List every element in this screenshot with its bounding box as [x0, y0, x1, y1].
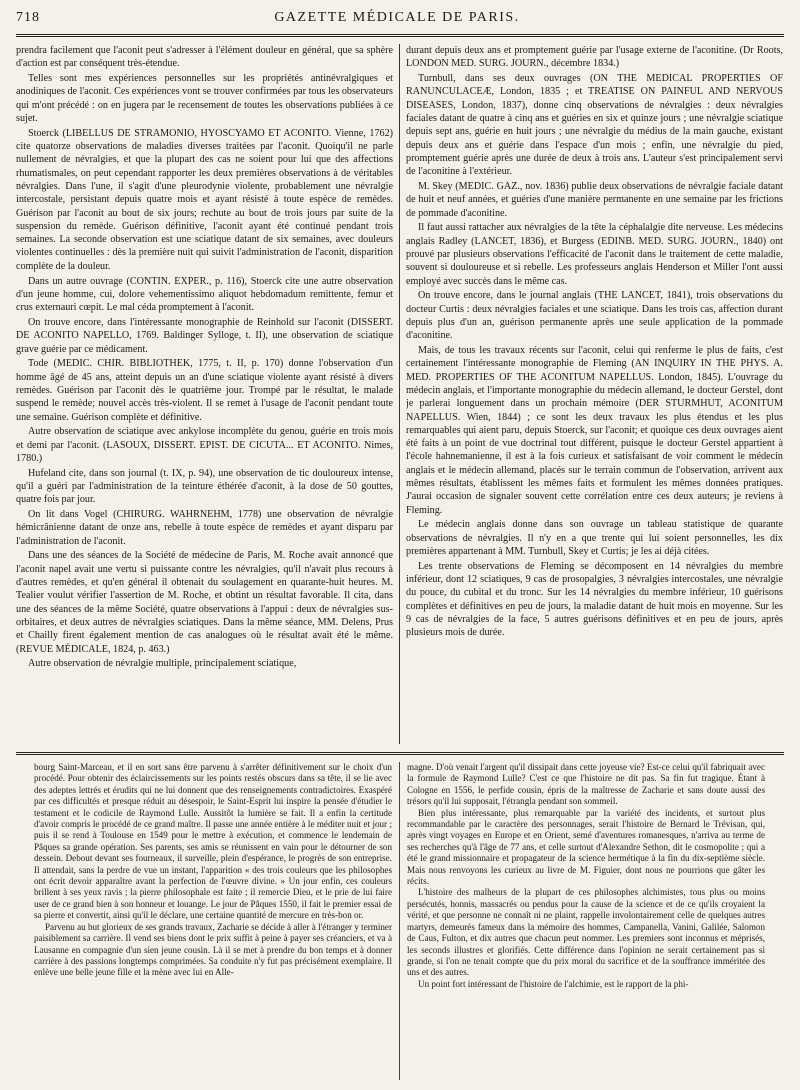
- right-column: [406, 44, 783, 744]
- column-divider: [399, 44, 400, 744]
- paragraph: M. Skey (MEDIC. GAZ., nov. 1836) publie deux observations de névralgie faciale datant de huit et neuf années, et guéries d'une manière permanente en une semaine par les frictions de pommade d'aconitine.: [406, 180, 783, 219]
- feuilleton-right-column: [407, 762, 765, 1080]
- feuilleton: [34, 762, 766, 1080]
- paragraph: durant depuis deux ans et promptement guérie par l'usage externe de l'aconitine. (Dr Roots, LONDON MED. SURG. JOURN., décembre 1834.): [406, 45, 783, 70]
- paragraph: L'histoire des malheurs de la plupart de ces philosophes alchimistes, tous plus ou moins persécutés, honnis, massacrés ou pendus pour la cause de la science et de ce qu'ils croyaient la vérité, et que personne ne connaît ni ne plaint, rappelle involontairement celle de quelques autres martyrs, demeurés fameux dans la mémoire des hommes, Campanella, Vanini, Galilée, Salomon de Caus, Fulton, et dix autres que chacun peut nommer. Les premiers sont inconnus et méprisés, les seconds illustres et glorifiés. Cette différence dans l'opinion ne serait certainement pas si grande, si l'on ne tenait compte que du prix moral du sacrifice et de la souffrance imméritée des uns et des autres.: [407, 887, 765, 978]
- paragraph: Bien plus intéressante, plus remarquable par la variété des incidents, et surtout plus recommandable par le caractère des personnages, serait l'histoire de Bernard le Trévisan, qui, après vingt voyages en Europe et en Orient, semé d'aventures romanesques, n'arriva au terme de ses recherches qu'à l'âge de 77 ans, et celle surtout d'Alexandre Sethon, dit le cosmopolite ; qui a été le grand missionnaire et propagateur de la science hermétique à la fin du dix-septième siècle. Mais nous renvoyons les curieux au livre de M. Figuier, dont nous ne pourrions que gâter les récits.: [407, 807, 765, 887]
- main-article: [16, 44, 784, 744]
- paragraph: Le médecin anglais donne dans son ouvrage un tableau statistique de quarante observations de névralgies. Il n'y en a que trente qui lui soient personnelles, les dix premières appartenant à MM. Turnbull, Skey et Curtis; je les ai déjà citées.: [406, 519, 783, 557]
- paragraph: Dans une des séances de la Société de médecine de Paris, M. Roche avait annoncé que l'aconit napel avait une vertu si puissante contre les névralgies, qu'il n'avait plus recours à d'autres remèdes, et qu'en général il obtenait du soulagement en quarante-huit heures. M. Tealier voulut vérifier l'assertion de M. Roche, et obtint un résultat favorable. Il cita, dans une des séances de la même Société, quatre observations à l'appui : deux de névralgies sus-orbitaires, et deux autres de névralgies sciatiques. Dans la même séance, MM. Delens, Prus et Chailly firent également mention de cas analogues où le résultat avait été le même. (REVUE MÉDICALE, 1824, p. 463.): [16, 550, 393, 655]
- paragraph: Un point fort intéressant de l'histoire de l'alchimie, est le rapport de la phi-: [418, 978, 689, 989]
- paragraph: bourg Saint-Marceau, et il en sort sans être parvenu à s'arrêter définitivement sur le choix d'un procédé. Pour obtenir des éclaircissements sur les points restés obscurs dans sa tête, il se lie avec des adeptes lettrés et érudits qui ne lui donnent que des renseignements contradictoires. Exaspéré par ces difficultés et presque réduit au désespoir, le Saint-Esprit lui inspire la pensée d'étudier le testament et le codicile de Raymond Lulle. Aussitôt la lumière se fait. Il a enfin la certitude d'avoir compris le procédé de ce grand maître. Il passe une année entière à le méditer nuit et jour ; puis il se rend à Toulouse en 1549 pour le mettre à exécution, et commence le lendemain de Pâques sa grande opération. Ses parents, ses amis se réunissent en vain pour le détourner de son dessein. Debout devant ses fourneaux, il surveille, plein d'espérance, le progrès de son entreprise. Il attendait, sans la perdre de vue un instant, l'apparition « des trois couleurs que les philosophes ont écrit devoir apparaître avant la perfection de l'œuvre divine. » Un jour enfin, ces couleurs brillent à ses yeux ravis ; la pierre philosophale est faite ; il remercie Dieu, et le prie de lui faire user de ce grand bien à son honneur et louange. Le jour de Pâques 1550, il fait le premier essai de sa pierre et convertit, ainsi qu'il le déclare, une certaine quantité de mercure en très-bon or.: [34, 762, 392, 921]
- header-rule: [16, 34, 784, 37]
- paragraph: Turnbull, dans ses deux ouvrages (ON THE MEDICAL PROPERTIES OF RANUNCULACEÆ, London, 1835 ; et TREATISE ON PAINFUL AND NERVOUS DISEASES, London, 1837), donne cinq observations de névralgies : deux névralgies faciales datant de quatre à cinq ans et guéries en six et quinze jours ; une névralgie sciatique depuis sept ans, guérie en huit jours ; une névralgie du médius de la main gauche, existant depuis deux ans et guérie dans l'espace d'un mois ; enfin, une névralgie du pied, promptement guérie après une durée de deux à trois ans. L'auteur s'est principalement servi de l'aconitine à l'extérieur.: [406, 73, 783, 178]
- page-header: [16, 10, 784, 32]
- left-column: [16, 44, 393, 744]
- paragraph: Il faut aussi rattacher aux névralgies de la tête la céphalalgie dite nerveuse. Les médecins anglais Radley (LANCET, 1836), et Burgess (EDINB. MED. SURG. JOURN., 1840) ont prouvé par plusieurs observations l'efficacité de l'aconit dans le traitement de cette maladie, souvent si douloureuse et si rebelle. Les professeurs anglais Henderson et Miller l'ont aussi employé avec succès dans le même cas.: [406, 222, 783, 287]
- paragraph: Autre observation de névralgie multiple, principalement sciatique,: [28, 658, 297, 670]
- feuilleton-divider: [399, 762, 400, 1080]
- paragraph: On trouve encore, dans le journal anglais (THE LANCET, 1841), trois observations du docteur Curtis : deux névralgies faciales et une sciatique. Dans les trois cas, affection durant depuis plus d'un an, guérison permanente après une seule application de la pommade d'aconitine.: [406, 290, 783, 342]
- page-number: 718: [16, 10, 40, 25]
- paragraph: Parvenu au but glorieux de ses grands travaux, Zacharie se décide à aller à l'étranger y terminer paisiblement sa carrière. Il vend ses biens dont le prix suffit à peine à payer ses créanciers, et va à Lausanne en compagnie d'un sien jeune cousin. Là il se met à prendre du bon temps et à donner carrière à des passions longtemps comprimées. Sa conduite n'y fut pas précisément exemplaire. Il enlève une belle jeune fille et la mène avec lui en Alle-: [34, 921, 392, 978]
- journal-title: GAZETTE MÉDICALE DE PARIS.: [274, 10, 520, 25]
- paragraph: Tode (MEDIC. CHIR. BIBLIOTHEK, 1775, t. II, p. 170) donne l'observation d'un homme âgé de 45 ans, atteint depuis un an d'une sciatique violente ayant résisté à divers remèdes. Guérison par l'aconit dès le quatrième jour. Trompé par le résultat, le malade suspend le remède; nouvel accès très-violent. Il se remet à l'usage de l'aconit pendant toute une semaine. Guérison complète et définitive.: [16, 358, 393, 423]
- paragraph: On lit dans Vogel (CHIRURG. WAHRNEHM, 1778) une observation de névralgie hémicrânienne datant de onze ans, rebelle à toute espèce de remèdes et ayant disparu par l'administration de l'aconit.: [16, 509, 393, 547]
- paragraph: Stoerck (LIBELLUS DE STRAMONIO, HYOSCYAMO ET ACONITO. Vienne, 1762) cite quatorze observations de maladies diverses traitées par l'aconit. Quoiqu'il ne parle nullement de névralgies, et que la plupart des cas ne soient pour lui que des affections rhumatismales, on peut cependant rapporter les deux premières observations à de véritables névralgies. Dans l'une, il s'agit d'une pleurodynie violente, probablement une névralgie intercostale, persistant depuis quatre mois et ayant résisté à toute espèce de remèdes. Guérison par l'aconit au bout de six jours; rechute au bout de trois jours par suite de la suspension du remède. Guérison définitive, l'aconit ayant été continué pendant trois semaines. La seconde observation est une sciatique datant de six semaines, avec douleurs violentes continuelles : dès la première nuit qui suivit l'administration de l'aconit, disparition complète de la douleur.: [16, 127, 393, 272]
- feuilleton-left-column: [34, 762, 392, 1080]
- feuilleton-rule: [16, 752, 784, 755]
- paragraph: On trouve encore, dans l'intéressante monographie de Reinhold sur l'aconit (DISSERT. DE ACONITO NAPELLO, 1769. Baldinger Sylloge, t. II), une observation de sciatique grave guérie par ce médicament.: [16, 316, 393, 355]
- paragraph: Les trente observations de Fleming se décomposent en 14 névralgies du membre inférieur, dont 12 sciatiques, 9 cas de prosopalgies, 3 névralgies intercostales, une névralgie du pouce, du cubital et du tronc. Sur les 14 névralgies du membre inférieur, 10 guérisons complètes et définitives en peu de jours, la maladie datant de huit mois en moyenne. Sur les 9 cas de névralgies de la face, 5 autres guérisons définitives et en peu de jours, après plusieurs mois de durée.: [406, 560, 783, 639]
- paragraph: magne. D'où venait l'argent qu'il dissipait dans cette joyeuse vie? Est-ce celui qu'il fabriquait avec la formule de Raymond Lulle? C'est ce que l'histoire ne dit pas. Sa fin fut tragique. Étant à Cologne en 1556, le perfide cousin, épris de la maîtresse de Zacharie et sans doute aussi des trésors qu'il lui supposait, l'étrangla pendant son sommeil.: [407, 762, 765, 807]
- paragraph: prendra facilement que l'aconit peut s'adresser à l'élément douleur en général, que sa sphère d'action est par conséquent très-étendue.: [16, 45, 393, 70]
- paragraph: Hufeland cite, dans son journal (t. IX, p. 94), une observation de tic douloureux intense, qu'il a guéri par l'administration de la teinture éthérée d'aconit, à la dose de 50 gouttes, quatre fois par jour.: [16, 467, 393, 506]
- paragraph: Autre observation de sciatique avec ankylose incomplète du genou, guérie en trois mois et demi par l'aconit. (LASOUX, DISSERT. EPIST. DE CICUTA... ET ACONITO. Nimes, 1780.): [16, 426, 393, 464]
- paragraph: Telles sont mes expériences personnelles sur les propriétés antinévralgiques et anodiniques de l'aconit. Ces expériences vont se trouver confirmées par tous les observateurs qui m'ont précédé : on en jugera par le recensement de toutes les observations publiées à ce sujet.: [16, 73, 393, 124]
- paragraph: Mais, de tous les travaux récents sur l'aconit, celui qui renferme le plus de faits, c'est certainement l'intéressante monographie de Fleming (AN INQUIRY IN THE PHYS. A. MED. PROPERTIES OF THE ACONITUM NAPELLUS. London, 1845). L'ouvrage du médecin anglais, et l'importante monographie du médecin allemand, le docteur Gerstel, dont je parlerai longuement dans un prochain mémoire (DER STURMHUT, ACONITUM NAPELLUS. Wien, 1844) ; ce sont les deux travaux les plus étendus et les plus remarquables qui aient paru, depuis Stoerck, sur l'aconit; et quoique ces deux ouvrages aient été faits à un point de vue doctrinal tout différent, puisque le docteur Gerstel appartient à l'école hahnemanienne, il est à la fois curieux et satisfaisant de voir comment le médecin anglais et le médecin allemand, placés sur le terrain commun de l'observation, arrivent aux mêmes résultats, établissent les mêmes faits et formulent les mêmes données pratiques. J'aurai occasion de signaler souvent cette corrélation entre ces deux auteurs; je reviens à Fleming.: [406, 345, 783, 516]
- newspaper-page: [16, 10, 784, 1082]
- paragraph: Dans un autre ouvrage (CONTIN. EXPER., p. 116), Stoerck cite une autre observation d'un jeune homme, cui, dolore vehementissimo aliquot hebdomadum remittente, femur et crus externauri cœpit. Le mal céda promptement à l'aconit.: [16, 275, 393, 314]
